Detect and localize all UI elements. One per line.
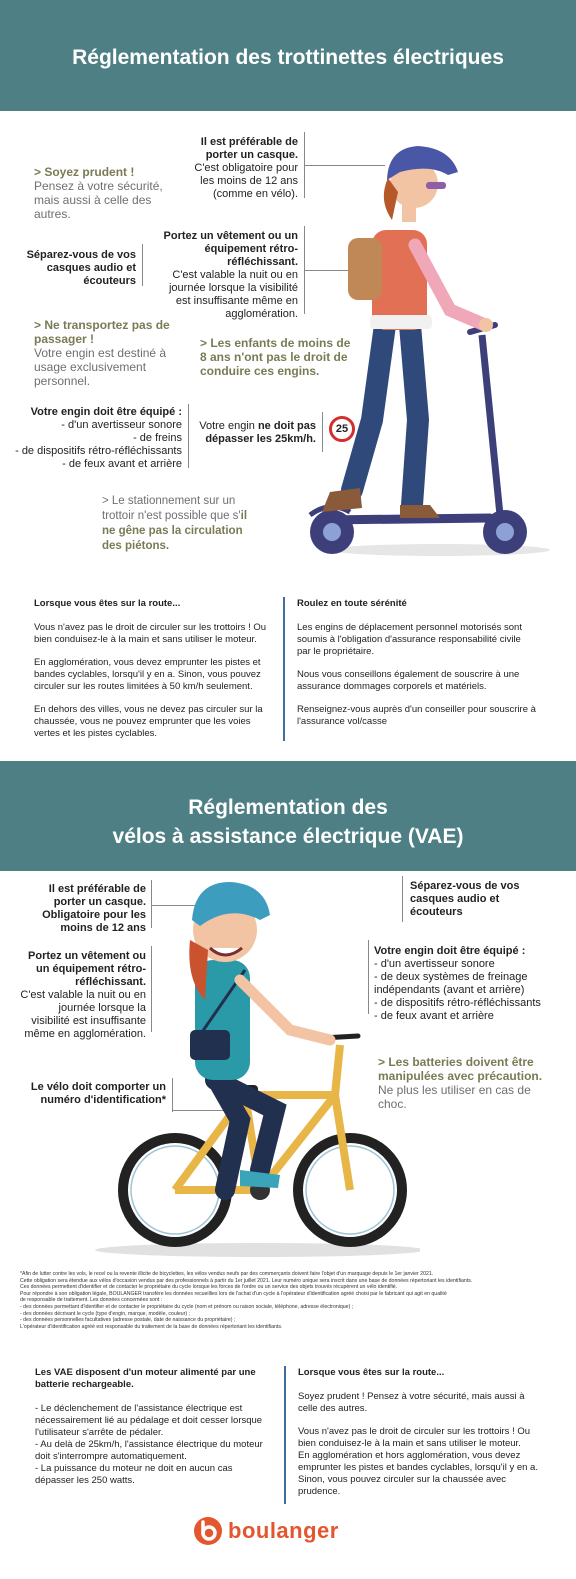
scooter-rider-illustration (290, 120, 560, 570)
motor-title: Les VAE disposent d'un moteur alimenté par une batterie rechargeable. (35, 1367, 256, 1390)
vae-helmet: Il est préférable de porter un casque. Obligatoire pour les moins de 12 ans (42, 883, 146, 934)
scooter-road-p1: Vous n'avez pas le droit de circuler sur les trottoirs ! Ou bien conduisez-le à la main et sans utiliser le moteur. (34, 622, 267, 645)
brand-logo (193, 1516, 339, 1546)
footnote-line: Ces données permettent d'identifier et de contacter le propriétaire du cycle lorsque les forces de l'ordre ou un service des objets trouvés récupèrent un vélo identifié. (20, 1284, 398, 1291)
scooter-road-p3: En dehors des villes, vous ne devez pas circuler sur la chaussée, vous ne pouvez emprunter que les voies vertes et les pistes cyclables. (34, 704, 263, 739)
speed-limit-sign-icon: 25 (329, 416, 355, 442)
vae-equip-item: - de feux avant et arrière (374, 1010, 494, 1022)
passenger-block (34, 318, 194, 388)
motor-column (35, 1367, 273, 1487)
battery-text: Ne plus les utiliser en cas de choc. (378, 1083, 531, 1111)
scooter-helmet-block (180, 136, 298, 201)
footnote-line: L'opérateur d'identification agréé est responsable du traitement de la base de données répertoriant les identifiants. (20, 1323, 283, 1330)
brand-name: boulanger (228, 1518, 339, 1543)
column-divider (283, 597, 285, 741)
vae-vest-text: C'est valable la nuit ou en journée lorsque la visibilité est insuffisante même en agglomération. (20, 989, 146, 1040)
vae-id: Le vélo doit comporter un numéro d'identification* (30, 1081, 166, 1106)
footnote-line: Cette obligation sera étendue aux vélos d'occasion vendus par des professionnels à partir du 1er juillet 2021. Leur numéro unique sera inscrit dans une base de données répertoriant les identifiants. (20, 1277, 473, 1284)
scooter-equip-title: Votre engin doit être équipé : (30, 406, 182, 418)
parking-plain: > Le stationnement sur un trottoir n'est possible que s' (102, 495, 241, 522)
motor-p1: - Le déclenchement de l'assistance électrique est nécessairement lié au pédalage et doit cesser lorsque l'utilisateur s'arrête de pédaler. (35, 1403, 263, 1438)
scooter-vest-text: C'est valable la nuit ou en journée lorsque la visibilité est insuffisante même en agglomération. (168, 269, 298, 320)
scooter-equip-item: - d'un avertisseur sonore (61, 419, 182, 431)
column-divider (284, 1366, 286, 1504)
scooter-audio: Séparez-vous de vos casques audio et écouteurs (26, 249, 136, 287)
scooter-banner (0, 0, 576, 111)
scooter-equip-block (4, 406, 182, 471)
scooter-vest-block (160, 230, 298, 321)
serene-column (297, 598, 537, 739)
passenger-text: Votre engin est destiné à usage exclusivement personnel. (34, 346, 167, 388)
vae-equip-item: - de dispositifs rétro-réfléchissants (374, 997, 541, 1009)
parking-rule (102, 494, 262, 554)
vae-title-line2: vélos à assistance électrique (VAE) (112, 825, 464, 848)
serene-title: Roulez en toute sérénité (297, 598, 407, 609)
scooter-road-p2: En agglomération, vous devez emprunter les pistes et bandes cyclables, lorsqu'il y en a. Sinon, vous pouvez circuler sur les routes limitées à 50 km/h seulement. (34, 657, 261, 692)
vae-road-p1: Soyez prudent ! Pensez à votre sécurité, mais aussi à celle des autres. (298, 1391, 525, 1414)
scooter-equip-item: - de dispositifs rétro-réfléchissants (15, 445, 182, 457)
boulanger-logo-icon (193, 1516, 223, 1546)
footnote-line: *Afin de lutter contre les vols, le recel ou la revente illicite de bicyclettes, les vélos vendus neufs par des commerçants doivent faire l'objet d'un marquage depuis le 1er janvier 2021. (20, 1271, 434, 1277)
vae-vest-bold: Portez un vêtement ou un équipement rétro-réfléchissant. (28, 950, 146, 988)
kids-rule: > Les enfants de moins de 8 ans n'ont pas le droit de conduire ces engins. (200, 336, 351, 378)
scooter-road-column (34, 598, 272, 751)
scooter-road-title: Lorsque vous êtes sur la route... (34, 598, 181, 609)
scooter-helmet-bold: Il est préférable de porter un casque. (200, 136, 298, 161)
footnote-line: - des données décrivant le cycle (type d'engin, marque, modèle, couleur) ; (20, 1310, 190, 1317)
footnote-line: de responsable de traitement. Les données concernées sont : (20, 1297, 163, 1304)
footnote-line: - des données permettant d'identifier et de contacter le propriétaire du cycle (nom et prénom ou raison sociale, téléphone, adresse électronique) ; (20, 1303, 354, 1310)
vae-road-column (298, 1367, 538, 1498)
motor-p2: - Au delà de 25km/h, l'assistance électrique du moteur doit s'interrompre automatiquement. (35, 1439, 263, 1462)
scooter-vest-bold: Portez un vêtement ou un équipement rétro-réfléchissant. (163, 230, 298, 268)
footnote-line: - des données personnelles facultatives (adresse postale, date de naissance du propriétaire) ; (20, 1317, 236, 1324)
vae-banner (0, 761, 576, 871)
scooter-equip-item: - de freins (133, 432, 182, 444)
bike-rider-illustration (90, 870, 420, 1260)
vae-title (0, 793, 576, 851)
prudent-title: > Soyez prudent ! (34, 165, 135, 179)
scooter-title: Réglementation des trottinettes électriques (72, 46, 504, 69)
passenger-title: > Ne transportez pas de passager ! (34, 318, 170, 346)
vae-title-line1: Réglementation des (188, 796, 388, 819)
motor-p3: - La puissance du moteur ne doit en aucun cas dépasser les 250 watts. (35, 1463, 233, 1486)
serene-p1: Les engins de déplacement personnel motorisés sont soumis à l'obligation d'assurance responsabilité civile par le propriétaire. (297, 622, 522, 657)
vae-equip-title: Votre engin doit être équipé : (374, 945, 526, 957)
speed-bold: ne doit pas dépasser les 25km/h. (205, 420, 316, 445)
vae-footnotes (20, 1271, 560, 1330)
serene-p2: Nous vous conseillons également de souscrire à une assurance dommages corporels et matériels. (297, 669, 520, 692)
battery-title: > Les batteries doivent être manipulées avec précaution. (378, 1055, 543, 1083)
divider (188, 404, 189, 468)
prudent-block (34, 165, 184, 221)
scooter-helmet-text: C'est obligatoire pour les moins de 12 ans (comme en vélo). (194, 162, 298, 200)
vae-road-p3: En agglomération et hors agglomération, vous devez emprunter les pistes et bandes cyclables, lorsqu'il y en a. Sinon, vous pouvez circuler sur la chaussée avec prudence. (298, 1450, 538, 1497)
serene-p3: Renseignez-vous auprès d'un conseiller pour souscrire à l'assurance vol/casse (297, 704, 536, 727)
vae-road-p2: Vous n'avez pas le droit de circuler sur les trottoirs ! Ou bien conduisez-le à la main et sans utiliser le moteur. (298, 1426, 531, 1449)
vae-equip-item: - de deux systèmes de freinage indépendants (avant et arrière) (374, 971, 528, 996)
footnote-line: Pour répondre à son obligation légale, BOULANGER transfère les données recueillies lors de l'achat d'un cycle à l'opérateur d'identification agréé choisi par le fabricant qui agit en qualité (20, 1290, 447, 1297)
vae-equip-item: - d'un avertisseur sonore (374, 958, 495, 970)
vae-road-title: Lorsque vous êtes sur la route... (298, 1367, 445, 1378)
speed-plain: Votre engin (199, 420, 258, 432)
vae-audio: Séparez-vous de vos casques audio et écouteurs (410, 880, 520, 918)
prudent-text: Pensez à votre sécurité, mais aussi à celle des autres. (34, 179, 163, 221)
parking-bold: il ne gêne pas la circulation des piétons. (102, 510, 248, 552)
scooter-equip-item: - de feux avant et arrière (62, 458, 182, 470)
divider (142, 244, 143, 286)
